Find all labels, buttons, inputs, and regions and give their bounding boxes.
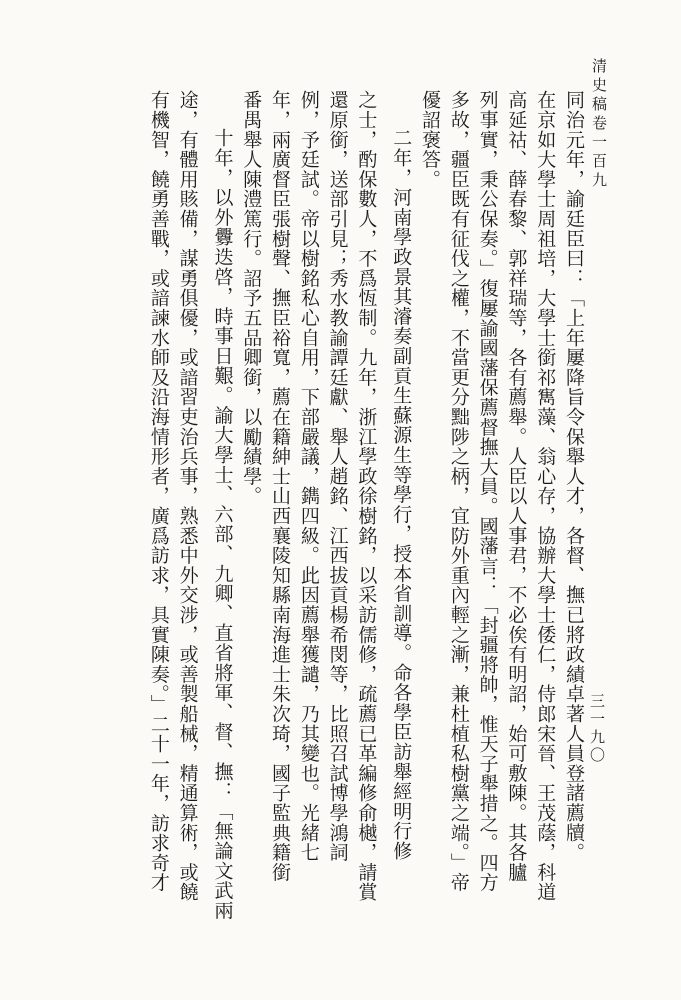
text-column-1: 同治元年，諭廷臣曰：「上年屢降旨令保舉人才，各督、撫已將政績卓著人員登諸薦牘。 [563, 90, 585, 863]
text-column-4: 列事實，秉公保奏。」復屢諭國藩保薦督撫大員。國藩言：「封疆將帥，惟天子舉措之。四方 [476, 90, 499, 893]
text-column-12: 番禺舉人陳澧篤行。詔予五品卿銜，以勵績學。 [240, 90, 263, 506]
text-column-2: 在京如大學士周祖培，大學士銜祁寯藻、翁心存，協辦大學士倭仁，侍郎宋晉、王茂蔭，科道 [534, 90, 557, 902]
text-column-15: 有機智，饒勇善戰，或諳諫水師及沿海情形者，廣爲訪求，具實陳奏。」二十一年，訪求奇才 [147, 90, 170, 893]
body-text [88, 90, 588, 940]
text-column-6: 優詔褒答。 [419, 90, 442, 189]
text-column-13: 十年，以外釁迭啓，時事日艱。諭大學士、六部、九卿、直省將軍、督、撫：「無論文武兩 [211, 128, 234, 920]
text-column-14: 途，有體用賅備，謀勇俱優，或諳習吏治兵事，熟悉中外交涉，或善製船械，精通算術，或饒 [176, 90, 199, 902]
text-column-7: 二年，河南學政景其濬奏副貢生蘇源生等學行，授本省訓導。命各學臣訪舉經明行修 [390, 128, 413, 861]
page-number: 三一九〇 [588, 693, 606, 765]
text-column-11: 年，兩廣督臣張樹聲、撫臣裕寬，薦在籍紳士山西襄陵知縣南海進士朱次琦，國子監典籍銜 [269, 90, 292, 882]
running-header-title: 清史稿卷一百九 [590, 58, 608, 191]
text-column-5: 多故，疆臣既有征伐之權，不當更分黜陟之柄，宜防外重內輕之漸，兼杜植私樹黨之端。」帝 [447, 90, 470, 893]
text-column-10: 例，予廷試。帝以樹銘私心自用，下部嚴議，鐫四級。此因薦舉獲譴，乃其變也。光緒七 [297, 90, 320, 863]
text-column-9: 還原銜，送部引見；秀水教諭譚廷獻、舉人趙銘、江西拔貢楊希閔等，比照召試博學鴻詞 [326, 90, 349, 863]
text-column-3: 高延祜、薛春黎、郭祥瑞等，各有薦舉。人臣以人事君，不必俟有明詔，始可敷陳。其各臚 [505, 90, 528, 882]
text-column-8: 之士，酌保數人，不爲恆制。九年，浙江學政徐樹銘，以采訪儒修，疏薦已革編修俞樾，請賞 [355, 90, 378, 902]
